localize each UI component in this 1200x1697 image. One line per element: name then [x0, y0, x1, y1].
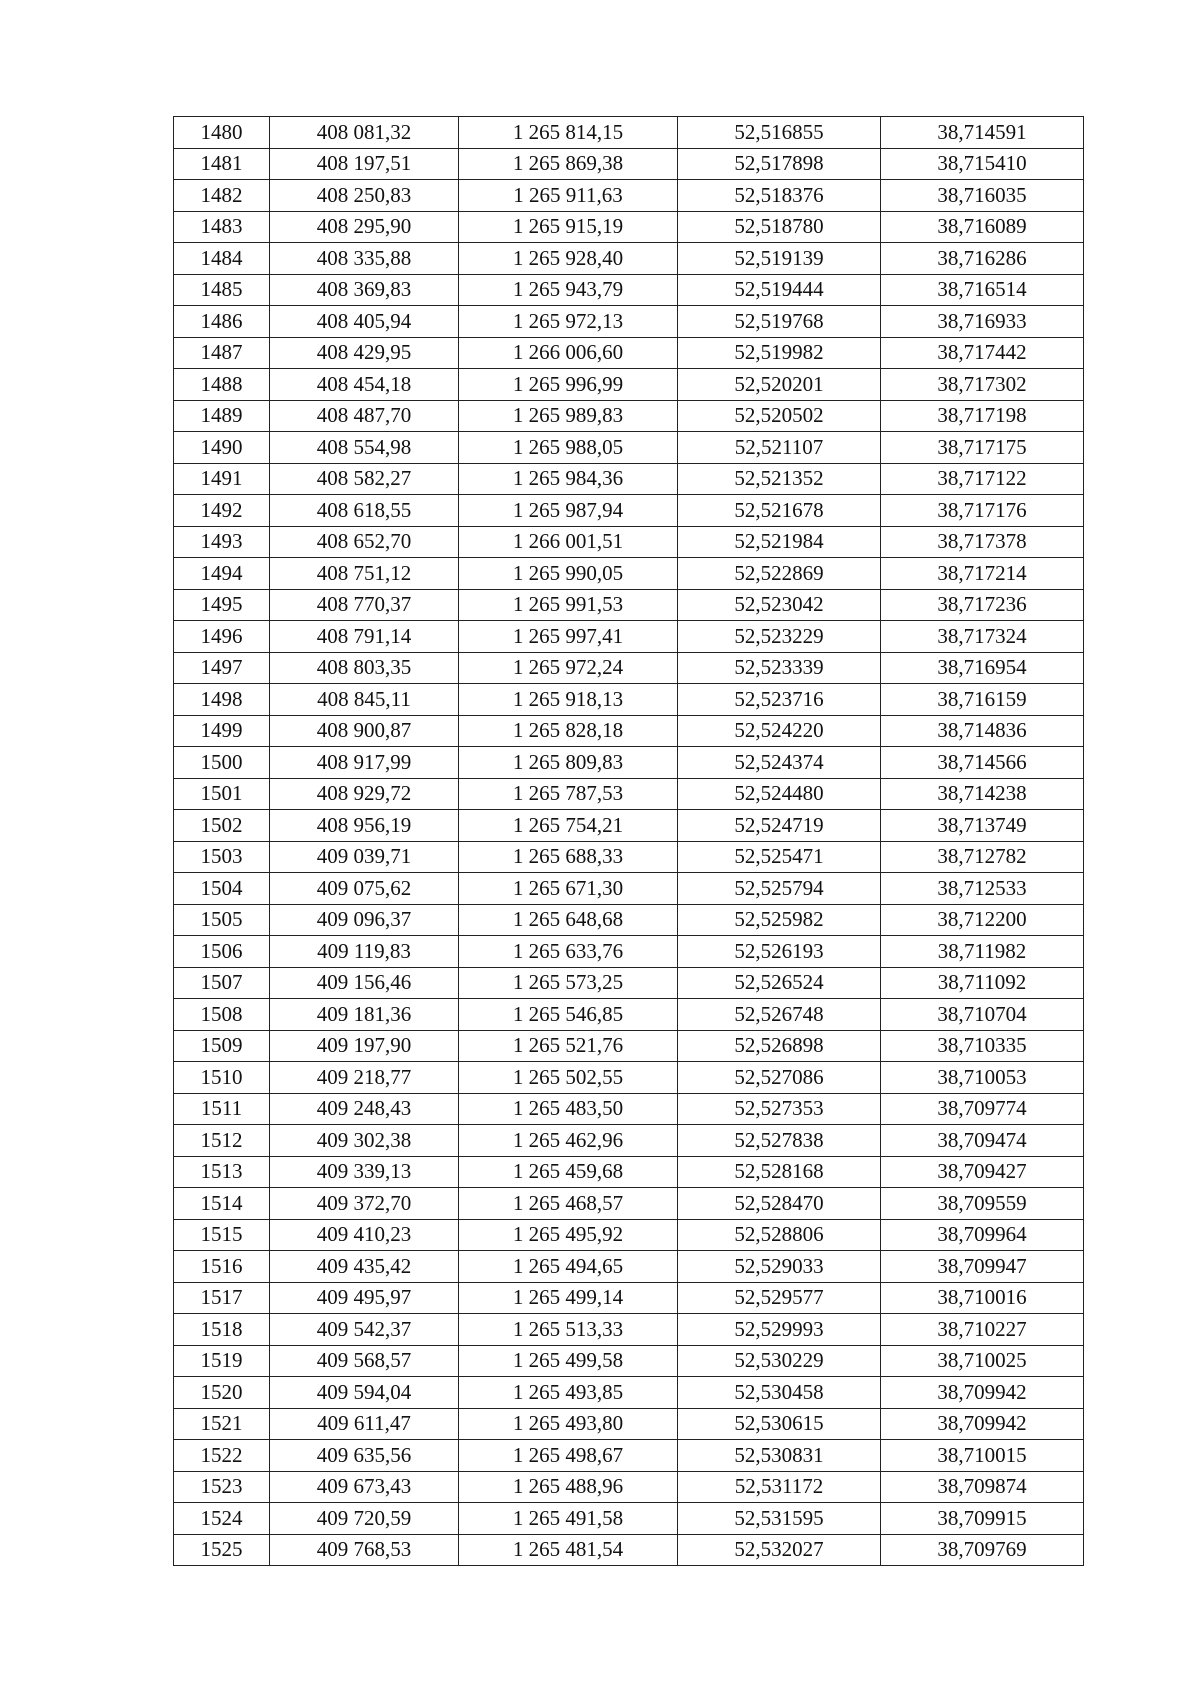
table-row: [174, 337, 1084, 369]
longitude-cell: 38,714836: [881, 715, 1084, 747]
y-coordinate-cell: 1 265 633,76: [459, 936, 678, 968]
longitude-cell: 38,709947: [881, 1251, 1084, 1283]
x-coordinate-cell: 409 119,83: [270, 936, 459, 968]
table-row: [174, 180, 1084, 212]
point-number-cell: 1499: [174, 715, 270, 747]
point-number-cell: 1508: [174, 999, 270, 1031]
x-coordinate-cell: 409 156,46: [270, 967, 459, 999]
table-row: [174, 211, 1084, 243]
x-coordinate-cell: 408 845,11: [270, 684, 459, 716]
longitude-cell: 38,712533: [881, 873, 1084, 905]
latitude-cell: 52,521984: [678, 526, 881, 558]
latitude-cell: 52,530615: [678, 1408, 881, 1440]
latitude-cell: 52,519768: [678, 306, 881, 338]
coordinates-table-body: [174, 117, 1084, 1566]
y-coordinate-cell: 1 265 459,68: [459, 1156, 678, 1188]
x-coordinate-cell: 409 248,43: [270, 1093, 459, 1125]
table-row: [174, 1503, 1084, 1535]
y-coordinate-cell: 1 265 997,41: [459, 621, 678, 653]
latitude-cell: 52,530229: [678, 1345, 881, 1377]
latitude-cell: 52,524719: [678, 810, 881, 842]
point-number-cell: 1515: [174, 1219, 270, 1251]
x-coordinate-cell: 408 081,32: [270, 117, 459, 149]
x-coordinate-cell: 408 335,88: [270, 243, 459, 275]
table-row: [174, 1471, 1084, 1503]
table-row: [174, 1345, 1084, 1377]
longitude-cell: 38,710335: [881, 1030, 1084, 1062]
latitude-cell: 52,527086: [678, 1062, 881, 1094]
table-row: [174, 810, 1084, 842]
longitude-cell: 38,709427: [881, 1156, 1084, 1188]
x-coordinate-cell: 409 218,77: [270, 1062, 459, 1094]
longitude-cell: 38,717236: [881, 589, 1084, 621]
x-coordinate-cell: 409 039,71: [270, 841, 459, 873]
y-coordinate-cell: 1 265 493,80: [459, 1408, 678, 1440]
point-number-cell: 1506: [174, 936, 270, 968]
table-row: [174, 432, 1084, 464]
longitude-cell: 38,712782: [881, 841, 1084, 873]
x-coordinate-cell: 408 295,90: [270, 211, 459, 243]
latitude-cell: 52,519444: [678, 274, 881, 306]
x-coordinate-cell: 409 197,90: [270, 1030, 459, 1062]
latitude-cell: 52,521107: [678, 432, 881, 464]
point-number-cell: 1511: [174, 1093, 270, 1125]
latitude-cell: 52,526193: [678, 936, 881, 968]
point-number-cell: 1521: [174, 1408, 270, 1440]
y-coordinate-cell: 1 265 546,85: [459, 999, 678, 1031]
y-coordinate-cell: 1 265 869,38: [459, 148, 678, 180]
latitude-cell: 52,517898: [678, 148, 881, 180]
y-coordinate-cell: 1 265 468,57: [459, 1188, 678, 1220]
longitude-cell: 38,709874: [881, 1471, 1084, 1503]
latitude-cell: 52,520502: [678, 400, 881, 432]
x-coordinate-cell: 409 495,97: [270, 1282, 459, 1314]
point-number-cell: 1482: [174, 180, 270, 212]
x-coordinate-cell: 408 770,37: [270, 589, 459, 621]
y-coordinate-cell: 1 265 513,33: [459, 1314, 678, 1346]
latitude-cell: 52,524480: [678, 778, 881, 810]
table-row: [174, 1219, 1084, 1251]
point-number-cell: 1522: [174, 1440, 270, 1472]
latitude-cell: 52,525794: [678, 873, 881, 905]
longitude-cell: 38,716954: [881, 652, 1084, 684]
table-row: [174, 589, 1084, 621]
x-coordinate-cell: 409 372,70: [270, 1188, 459, 1220]
table-row: [174, 747, 1084, 779]
point-number-cell: 1486: [174, 306, 270, 338]
latitude-cell: 52,525471: [678, 841, 881, 873]
latitude-cell: 52,529033: [678, 1251, 881, 1283]
table-row: [174, 558, 1084, 590]
table-row: [174, 495, 1084, 527]
table-row: [174, 778, 1084, 810]
y-coordinate-cell: 1 265 943,79: [459, 274, 678, 306]
longitude-cell: 38,710227: [881, 1314, 1084, 1346]
latitude-cell: 52,520201: [678, 369, 881, 401]
latitude-cell: 52,531595: [678, 1503, 881, 1535]
longitude-cell: 38,711092: [881, 967, 1084, 999]
y-coordinate-cell: 1 265 493,85: [459, 1377, 678, 1409]
longitude-cell: 38,710016: [881, 1282, 1084, 1314]
coordinates-table: [173, 116, 1084, 1566]
longitude-cell: 38,717198: [881, 400, 1084, 432]
x-coordinate-cell: 409 720,59: [270, 1503, 459, 1535]
point-number-cell: 1493: [174, 526, 270, 558]
longitude-cell: 38,716035: [881, 180, 1084, 212]
latitude-cell: 52,522869: [678, 558, 881, 590]
x-coordinate-cell: 408 751,12: [270, 558, 459, 590]
table-row: [174, 400, 1084, 432]
point-number-cell: 1495: [174, 589, 270, 621]
latitude-cell: 52,526748: [678, 999, 881, 1031]
table-row: [174, 369, 1084, 401]
latitude-cell: 52,531172: [678, 1471, 881, 1503]
y-coordinate-cell: 1 265 991,53: [459, 589, 678, 621]
table-row: [174, 1125, 1084, 1157]
longitude-cell: 38,717324: [881, 621, 1084, 653]
point-number-cell: 1507: [174, 967, 270, 999]
y-coordinate-cell: 1 265 984,36: [459, 463, 678, 495]
longitude-cell: 38,709915: [881, 1503, 1084, 1535]
longitude-cell: 38,716089: [881, 211, 1084, 243]
point-number-cell: 1485: [174, 274, 270, 306]
longitude-cell: 38,710704: [881, 999, 1084, 1031]
latitude-cell: 52,516855: [678, 117, 881, 149]
x-coordinate-cell: 408 582,27: [270, 463, 459, 495]
x-coordinate-cell: 408 652,70: [270, 526, 459, 558]
point-number-cell: 1503: [174, 841, 270, 873]
point-number-cell: 1500: [174, 747, 270, 779]
table-row: [174, 621, 1084, 653]
table-row: [174, 1030, 1084, 1062]
y-coordinate-cell: 1 265 483,50: [459, 1093, 678, 1125]
point-number-cell: 1492: [174, 495, 270, 527]
point-number-cell: 1498: [174, 684, 270, 716]
latitude-cell: 52,529577: [678, 1282, 881, 1314]
x-coordinate-cell: 408 791,14: [270, 621, 459, 653]
latitude-cell: 52,518780: [678, 211, 881, 243]
latitude-cell: 52,527353: [678, 1093, 881, 1125]
x-coordinate-cell: 409 611,47: [270, 1408, 459, 1440]
x-coordinate-cell: 409 594,04: [270, 1377, 459, 1409]
table-row: [174, 999, 1084, 1031]
table-row: [174, 1282, 1084, 1314]
table-row: [174, 936, 1084, 968]
x-coordinate-cell: 408 197,51: [270, 148, 459, 180]
y-coordinate-cell: 1 265 488,96: [459, 1471, 678, 1503]
point-number-cell: 1483: [174, 211, 270, 243]
longitude-cell: 38,709942: [881, 1377, 1084, 1409]
y-coordinate-cell: 1 265 987,94: [459, 495, 678, 527]
point-number-cell: 1514: [174, 1188, 270, 1220]
latitude-cell: 52,523339: [678, 652, 881, 684]
longitude-cell: 38,710025: [881, 1345, 1084, 1377]
table-row: [174, 274, 1084, 306]
longitude-cell: 38,717122: [881, 463, 1084, 495]
latitude-cell: 52,530831: [678, 1440, 881, 1472]
table-row: [174, 841, 1084, 873]
table-row: [174, 904, 1084, 936]
longitude-cell: 38,709774: [881, 1093, 1084, 1125]
table-row: [174, 684, 1084, 716]
x-coordinate-cell: 409 075,62: [270, 873, 459, 905]
y-coordinate-cell: 1 265 996,99: [459, 369, 678, 401]
table-row: [174, 1377, 1084, 1409]
y-coordinate-cell: 1 265 671,30: [459, 873, 678, 905]
point-number-cell: 1523: [174, 1471, 270, 1503]
longitude-cell: 38,717302: [881, 369, 1084, 401]
point-number-cell: 1497: [174, 652, 270, 684]
table-row: [174, 1408, 1084, 1440]
latitude-cell: 52,519139: [678, 243, 881, 275]
y-coordinate-cell: 1 265 911,63: [459, 180, 678, 212]
y-coordinate-cell: 1 265 521,76: [459, 1030, 678, 1062]
point-number-cell: 1484: [174, 243, 270, 275]
x-coordinate-cell: 409 339,13: [270, 1156, 459, 1188]
x-coordinate-cell: 409 568,57: [270, 1345, 459, 1377]
latitude-cell: 52,526898: [678, 1030, 881, 1062]
x-coordinate-cell: 408 917,99: [270, 747, 459, 779]
longitude-cell: 38,713749: [881, 810, 1084, 842]
latitude-cell: 52,521352: [678, 463, 881, 495]
longitude-cell: 38,717442: [881, 337, 1084, 369]
x-coordinate-cell: 408 250,83: [270, 180, 459, 212]
y-coordinate-cell: 1 265 491,58: [459, 1503, 678, 1535]
x-coordinate-cell: 409 673,43: [270, 1471, 459, 1503]
y-coordinate-cell: 1 265 498,67: [459, 1440, 678, 1472]
y-coordinate-cell: 1 265 990,05: [459, 558, 678, 590]
table-row: [174, 243, 1084, 275]
longitude-cell: 38,709474: [881, 1125, 1084, 1157]
latitude-cell: 52,528168: [678, 1156, 881, 1188]
x-coordinate-cell: 408 454,18: [270, 369, 459, 401]
latitude-cell: 52,519982: [678, 337, 881, 369]
x-coordinate-cell: 408 929,72: [270, 778, 459, 810]
y-coordinate-cell: 1 266 006,60: [459, 337, 678, 369]
table-row: [174, 1093, 1084, 1125]
table-row: [174, 463, 1084, 495]
longitude-cell: 38,717175: [881, 432, 1084, 464]
y-coordinate-cell: 1 265 915,19: [459, 211, 678, 243]
y-coordinate-cell: 1 265 989,83: [459, 400, 678, 432]
point-number-cell: 1502: [174, 810, 270, 842]
longitude-cell: 38,717214: [881, 558, 1084, 590]
latitude-cell: 52,527838: [678, 1125, 881, 1157]
latitude-cell: 52,523042: [678, 589, 881, 621]
table-row: [174, 148, 1084, 180]
y-coordinate-cell: 1 265 499,14: [459, 1282, 678, 1314]
longitude-cell: 38,714238: [881, 778, 1084, 810]
x-coordinate-cell: 408 429,95: [270, 337, 459, 369]
point-number-cell: 1518: [174, 1314, 270, 1346]
y-coordinate-cell: 1 265 972,24: [459, 652, 678, 684]
longitude-cell: 38,709964: [881, 1219, 1084, 1251]
y-coordinate-cell: 1 265 787,53: [459, 778, 678, 810]
point-number-cell: 1517: [174, 1282, 270, 1314]
table-row: [174, 652, 1084, 684]
table-row: [174, 1188, 1084, 1220]
longitude-cell: 38,717378: [881, 526, 1084, 558]
longitude-cell: 38,709942: [881, 1408, 1084, 1440]
y-coordinate-cell: 1 265 918,13: [459, 684, 678, 716]
longitude-cell: 38,716514: [881, 274, 1084, 306]
point-number-cell: 1496: [174, 621, 270, 653]
latitude-cell: 52,523716: [678, 684, 881, 716]
point-number-cell: 1513: [174, 1156, 270, 1188]
table-row: [174, 1534, 1084, 1566]
longitude-cell: 38,714566: [881, 747, 1084, 779]
y-coordinate-cell: 1 265 972,13: [459, 306, 678, 338]
longitude-cell: 38,710015: [881, 1440, 1084, 1472]
table-row: [174, 715, 1084, 747]
point-number-cell: 1519: [174, 1345, 270, 1377]
point-number-cell: 1480: [174, 117, 270, 149]
table-row: [174, 1062, 1084, 1094]
point-number-cell: 1481: [174, 148, 270, 180]
point-number-cell: 1489: [174, 400, 270, 432]
y-coordinate-cell: 1 265 988,05: [459, 432, 678, 464]
x-coordinate-cell: 409 542,37: [270, 1314, 459, 1346]
table-row: [174, 1251, 1084, 1283]
point-number-cell: 1501: [174, 778, 270, 810]
point-number-cell: 1520: [174, 1377, 270, 1409]
latitude-cell: 52,524374: [678, 747, 881, 779]
longitude-cell: 38,717176: [881, 495, 1084, 527]
latitude-cell: 52,530458: [678, 1377, 881, 1409]
point-number-cell: 1487: [174, 337, 270, 369]
y-coordinate-cell: 1 265 494,65: [459, 1251, 678, 1283]
x-coordinate-cell: 409 302,38: [270, 1125, 459, 1157]
longitude-cell: 38,711982: [881, 936, 1084, 968]
longitude-cell: 38,716286: [881, 243, 1084, 275]
latitude-cell: 52,526524: [678, 967, 881, 999]
y-coordinate-cell: 1 265 495,92: [459, 1219, 678, 1251]
point-number-cell: 1505: [174, 904, 270, 936]
latitude-cell: 52,529993: [678, 1314, 881, 1346]
point-number-cell: 1488: [174, 369, 270, 401]
longitude-cell: 38,716159: [881, 684, 1084, 716]
latitude-cell: 52,532027: [678, 1534, 881, 1566]
table-row: [174, 306, 1084, 338]
longitude-cell: 38,709559: [881, 1188, 1084, 1220]
y-coordinate-cell: 1 265 814,15: [459, 117, 678, 149]
table-row: [174, 526, 1084, 558]
x-coordinate-cell: 409 096,37: [270, 904, 459, 936]
x-coordinate-cell: 408 956,19: [270, 810, 459, 842]
y-coordinate-cell: 1 265 481,54: [459, 1534, 678, 1566]
longitude-cell: 38,715410: [881, 148, 1084, 180]
point-number-cell: 1491: [174, 463, 270, 495]
x-coordinate-cell: 408 900,87: [270, 715, 459, 747]
y-coordinate-cell: 1 265 502,55: [459, 1062, 678, 1094]
y-coordinate-cell: 1 265 573,25: [459, 967, 678, 999]
y-coordinate-cell: 1 265 754,21: [459, 810, 678, 842]
table-row: [174, 967, 1084, 999]
table-row: [174, 1314, 1084, 1346]
table-row: [174, 1440, 1084, 1472]
x-coordinate-cell: 409 410,23: [270, 1219, 459, 1251]
x-coordinate-cell: 408 554,98: [270, 432, 459, 464]
x-coordinate-cell: 409 768,53: [270, 1534, 459, 1566]
y-coordinate-cell: 1 266 001,51: [459, 526, 678, 558]
x-coordinate-cell: 408 405,94: [270, 306, 459, 338]
latitude-cell: 52,528470: [678, 1188, 881, 1220]
point-number-cell: 1510: [174, 1062, 270, 1094]
latitude-cell: 52,518376: [678, 180, 881, 212]
latitude-cell: 52,528806: [678, 1219, 881, 1251]
longitude-cell: 38,716933: [881, 306, 1084, 338]
longitude-cell: 38,710053: [881, 1062, 1084, 1094]
point-number-cell: 1490: [174, 432, 270, 464]
latitude-cell: 52,523229: [678, 621, 881, 653]
longitude-cell: 38,709769: [881, 1534, 1084, 1566]
x-coordinate-cell: 408 618,55: [270, 495, 459, 527]
x-coordinate-cell: 409 435,42: [270, 1251, 459, 1283]
x-coordinate-cell: 409 635,56: [270, 1440, 459, 1472]
point-number-cell: 1509: [174, 1030, 270, 1062]
y-coordinate-cell: 1 265 928,40: [459, 243, 678, 275]
y-coordinate-cell: 1 265 648,68: [459, 904, 678, 936]
y-coordinate-cell: 1 265 688,33: [459, 841, 678, 873]
point-number-cell: 1524: [174, 1503, 270, 1535]
longitude-cell: 38,714591: [881, 117, 1084, 149]
longitude-cell: 38,712200: [881, 904, 1084, 936]
point-number-cell: 1525: [174, 1534, 270, 1566]
point-number-cell: 1512: [174, 1125, 270, 1157]
x-coordinate-cell: 408 803,35: [270, 652, 459, 684]
point-number-cell: 1516: [174, 1251, 270, 1283]
x-coordinate-cell: 409 181,36: [270, 999, 459, 1031]
table-row: [174, 873, 1084, 905]
latitude-cell: 52,524220: [678, 715, 881, 747]
y-coordinate-cell: 1 265 828,18: [459, 715, 678, 747]
latitude-cell: 52,521678: [678, 495, 881, 527]
y-coordinate-cell: 1 265 499,58: [459, 1345, 678, 1377]
point-number-cell: 1504: [174, 873, 270, 905]
x-coordinate-cell: 408 369,83: [270, 274, 459, 306]
x-coordinate-cell: 408 487,70: [270, 400, 459, 432]
point-number-cell: 1494: [174, 558, 270, 590]
table-row: [174, 117, 1084, 149]
latitude-cell: 52,525982: [678, 904, 881, 936]
y-coordinate-cell: 1 265 462,96: [459, 1125, 678, 1157]
y-coordinate-cell: 1 265 809,83: [459, 747, 678, 779]
table-row: [174, 1156, 1084, 1188]
